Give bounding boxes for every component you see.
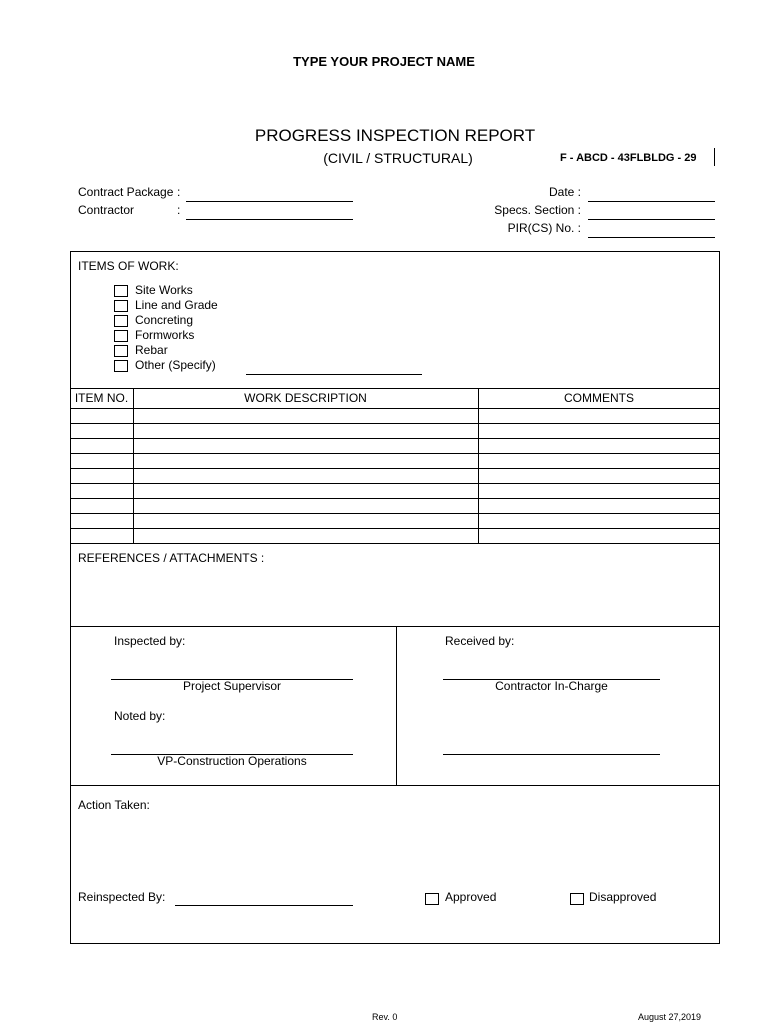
contractor-field[interactable] <box>186 219 353 220</box>
report-subtitle: (CIVIL / STRUCTURAL) <box>323 150 473 166</box>
item-no-header: ITEM NO. <box>74 391 129 405</box>
other-specify-checkbox[interactable] <box>114 360 128 372</box>
concreting-checkbox[interactable] <box>114 315 128 327</box>
approved-checkbox[interactable] <box>425 893 439 905</box>
contractor-in-charge-label: Contractor In-Charge <box>495 679 608 693</box>
table-row[interactable] <box>70 468 720 469</box>
formworks-checkbox[interactable] <box>114 330 128 342</box>
project-supervisor-label: Project Supervisor <box>182 679 282 693</box>
pir-no-field[interactable] <box>588 237 715 238</box>
table-row[interactable] <box>70 453 720 454</box>
specs-section-label: Specs. Section : <box>494 203 581 217</box>
action-taken-label: Action Taken: <box>78 798 150 812</box>
vp-construction-label: VP-Construction Operations <box>157 754 307 768</box>
revision-date: August 27,2019 <box>638 1012 702 1022</box>
inspected-by-label: Inspected by: <box>114 634 186 648</box>
other-specify-label: Other (Specify) <box>135 358 216 372</box>
line-and-grade-checkbox[interactable] <box>114 300 128 312</box>
comments-header: COMMENTS <box>564 391 634 405</box>
approved-label: Approved <box>445 890 497 904</box>
rebar-checkbox[interactable] <box>114 345 128 357</box>
second-signature-line[interactable] <box>443 754 660 755</box>
rebar-label: Rebar <box>135 343 168 357</box>
reinspected-by-field[interactable] <box>175 905 353 906</box>
signature-divider <box>396 626 397 786</box>
pir-no-label: PIR(CS) No. : <box>507 221 581 235</box>
contractor-colon: : <box>177 203 181 217</box>
site-works-label: Site Works <box>135 283 193 297</box>
table-row[interactable] <box>70 528 720 529</box>
work-description-header: WORK DESCRIPTION <box>244 391 367 405</box>
disapproved-label: Disapproved <box>589 890 657 904</box>
disapproved-checkbox[interactable] <box>570 893 584 905</box>
concreting-label: Concreting <box>135 313 194 327</box>
date-label: Date : <box>548 185 581 199</box>
contract-package-label: Contract Package <box>78 185 174 199</box>
line-and-grade-label: Line and Grade <box>135 298 218 312</box>
site-works-checkbox[interactable] <box>114 285 128 297</box>
table-row[interactable] <box>70 423 720 424</box>
signatures-bottom-border <box>70 785 720 786</box>
table-header-border <box>70 408 720 409</box>
formworks-label: Formworks <box>135 328 195 342</box>
reinspected-by-label: Reinspected By: <box>78 890 166 904</box>
report-title: PROGRESS INSPECTION REPORT <box>254 126 536 145</box>
table-row[interactable] <box>70 513 720 514</box>
items-of-work-title: ITEMS OF WORK: <box>78 259 179 273</box>
contract-package-field[interactable] <box>186 201 353 202</box>
table-col-divider-1 <box>133 388 134 544</box>
noted-by-label: Noted by: <box>114 709 166 723</box>
date-field[interactable] <box>588 201 715 202</box>
references-label: REFERENCES / ATTACHMENTS : <box>78 551 265 565</box>
specs-section-field[interactable] <box>588 219 715 220</box>
project-name: TYPE YOUR PROJECT NAME <box>293 54 475 69</box>
revision-label: Rev. 0 <box>372 1012 398 1022</box>
other-specify-field[interactable] <box>246 374 422 375</box>
table-col-divider-2 <box>478 388 479 544</box>
references-bottom-border <box>70 626 720 627</box>
form-code-divider <box>714 148 715 166</box>
table-row[interactable] <box>70 498 720 499</box>
table-row[interactable] <box>70 483 720 484</box>
contractor-label: Contractor <box>78 203 135 217</box>
table-row[interactable] <box>70 543 720 544</box>
table-row[interactable] <box>70 438 720 439</box>
table-top-border <box>70 388 720 389</box>
form-code: F - ABCD - 43FLBLDG - 29 <box>560 152 697 164</box>
received-by-label: Received by: <box>445 634 515 648</box>
contract-package-colon: : <box>177 185 181 199</box>
